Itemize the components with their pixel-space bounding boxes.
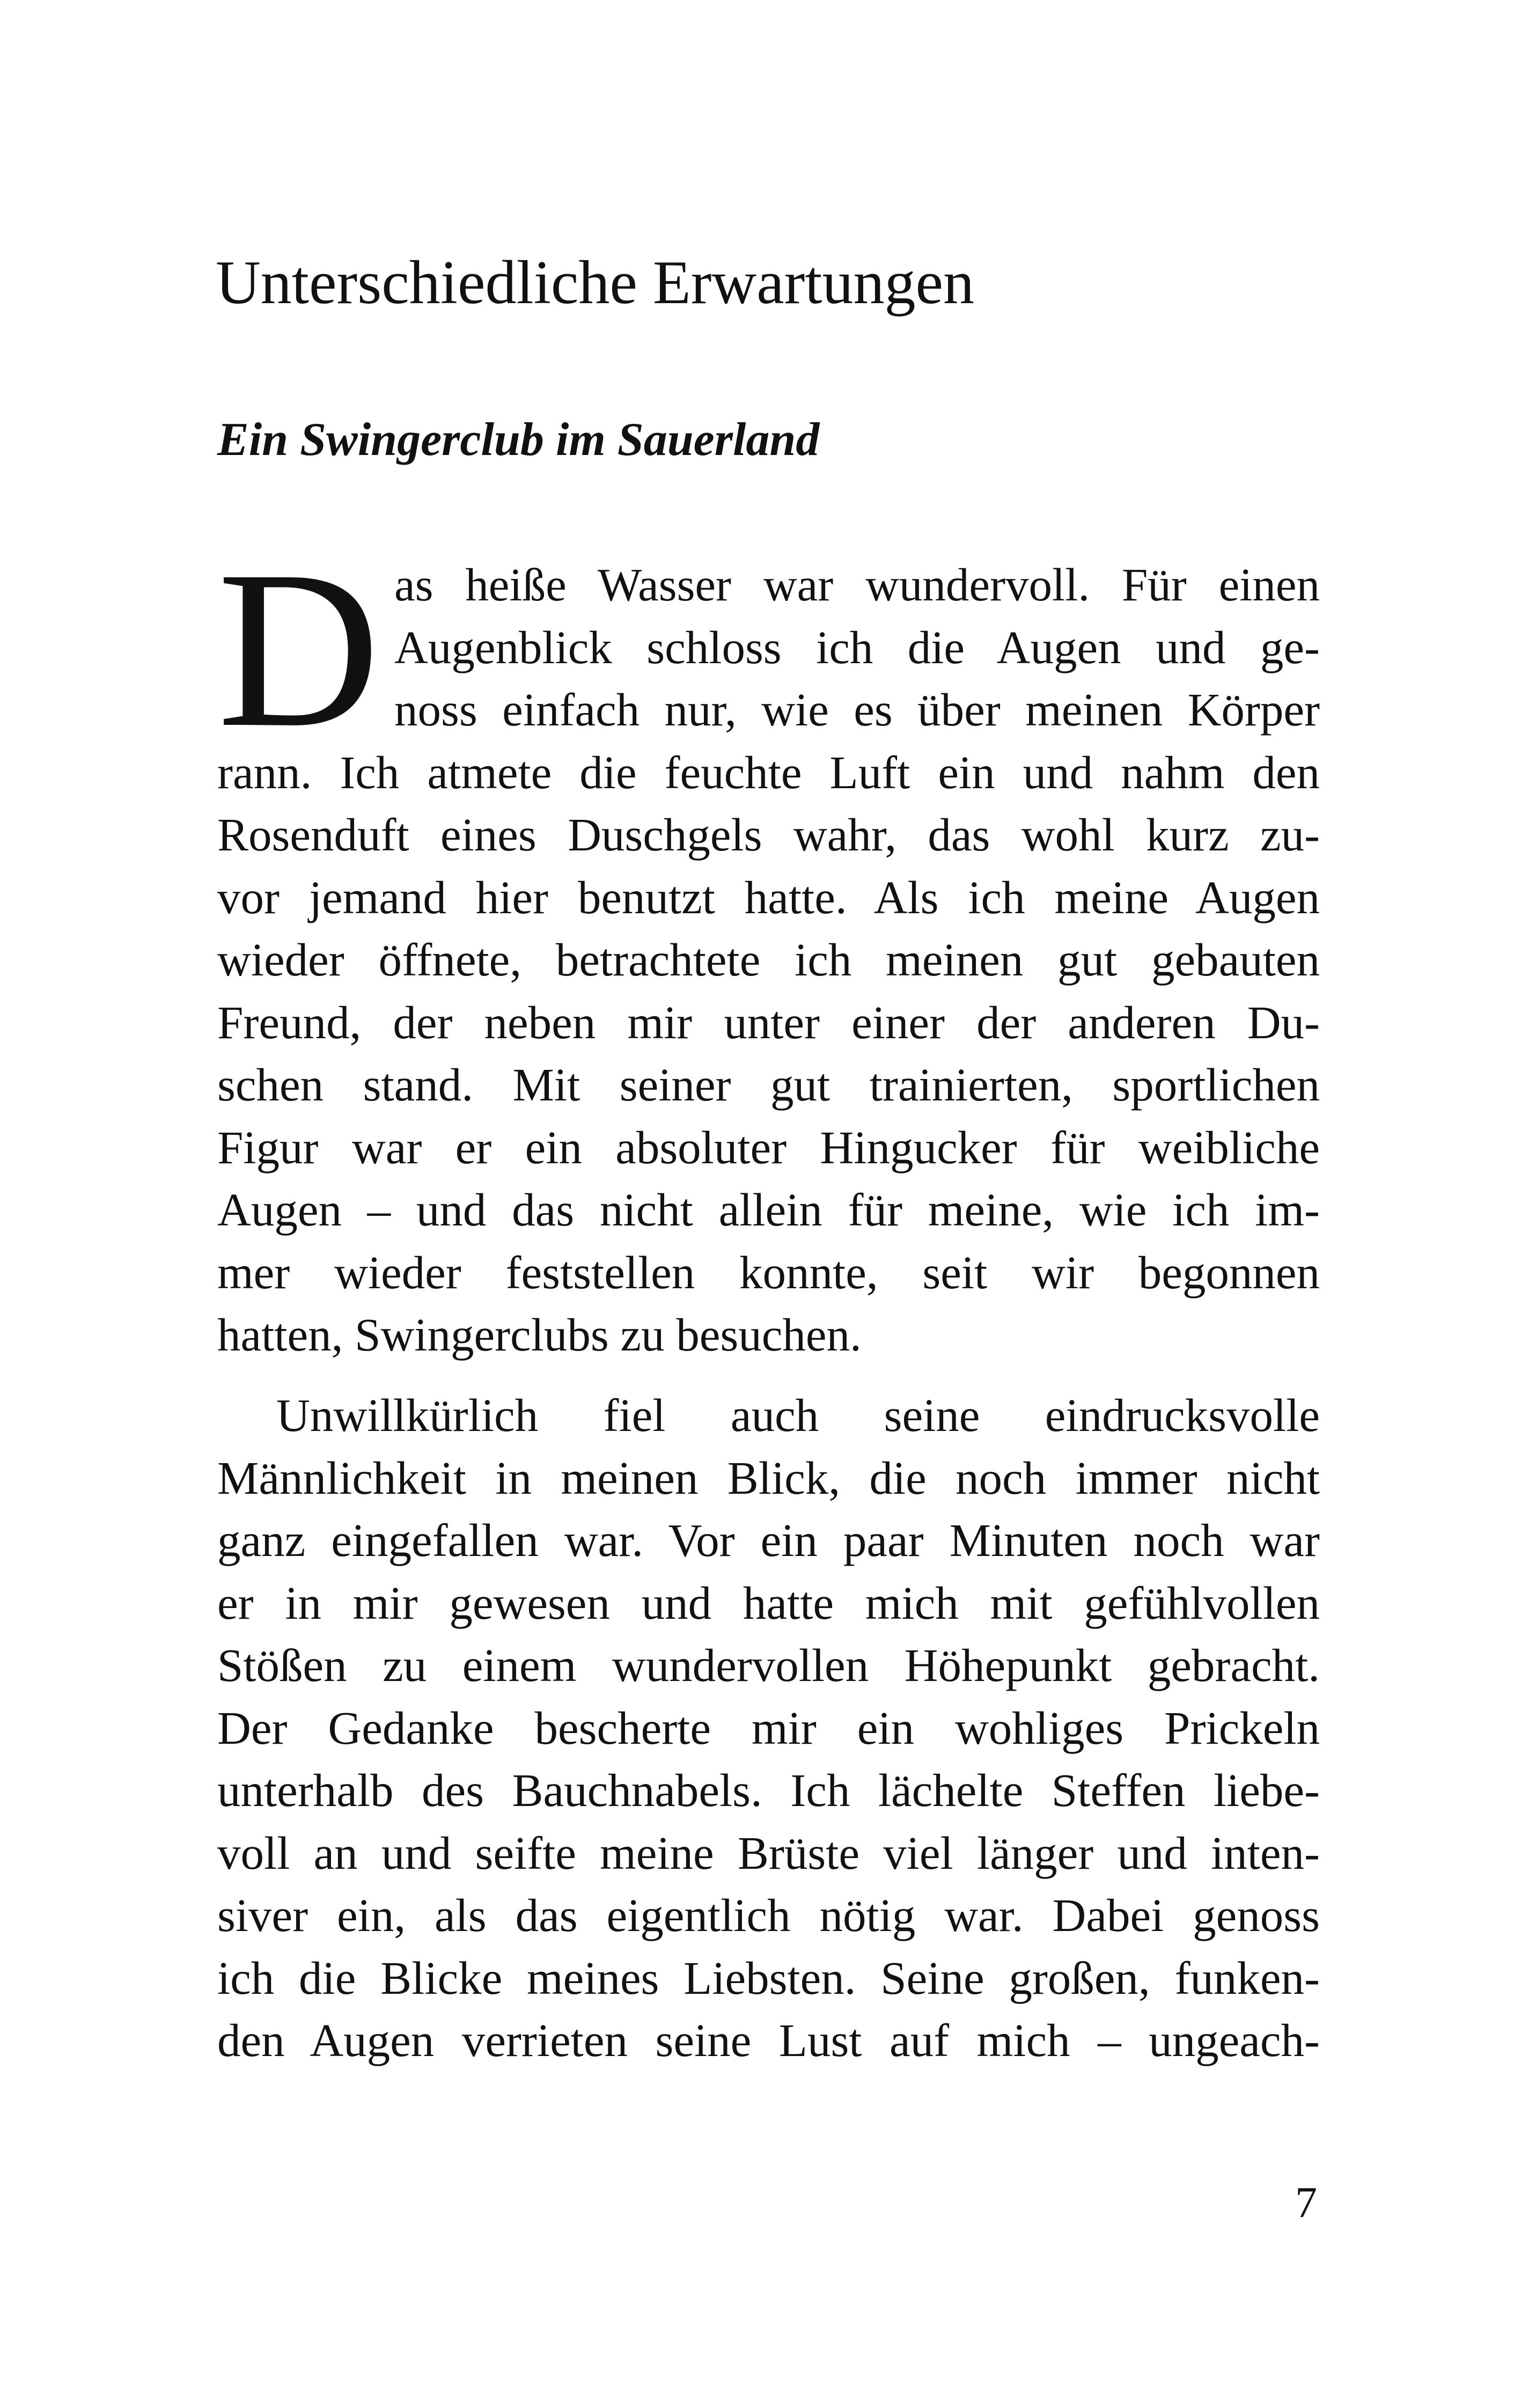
paragraph-1 (217, 524, 1320, 1367)
text-line: unterhalb des Bauchnabels. Ich lächelte Steffen liebe- (217, 1764, 1320, 1816)
text-line: Rosenduft eines Duschgels wahr, das wohl kurz zu- (217, 809, 1320, 861)
page-number: 7 (1295, 2178, 1317, 2227)
text-line: Der Gedanke bescherte mir ein wohliges Prickeln (217, 1701, 1320, 1754)
text-line: er in mir gewesen und hatte mich mit gefühlvollen (217, 1576, 1320, 1629)
text-line: Augen – und das nicht allein für meine, wie ich im- (217, 1184, 1320, 1236)
text-line: mer wieder feststellen konnte, seit wir begonnen (217, 1246, 1320, 1298)
text-line: ganz eingefallen war. Vor ein paar Minuten noch war (217, 1514, 1320, 1566)
text-line: noss einfach nur, wie es über meinen Körper (394, 684, 1320, 736)
drop-cap: D (217, 524, 380, 774)
text-line: Freund, der neben mir unter einer der anderen Du- (217, 996, 1320, 1048)
text-line: Augenblick schloss ich die Augen und ge- (394, 621, 1320, 673)
text-line: Unwillkürlich fiel auch seine eindrucksvolle (276, 1389, 1320, 1441)
text-line: voll an und seifte meine Brüste viel länger und inten- (217, 1826, 1320, 1879)
chapter-title: Unterschiedliche Erwartungen (216, 248, 974, 317)
text-line: den Augen verrieten seine Lust auf mich – ungeach- (217, 2014, 1320, 2066)
paragraph-2 (217, 1384, 1320, 2072)
text-line: ich die Blicke meines Liebsten. Seine großen, funken- (217, 1951, 1320, 2004)
text-line: as heiße Wasser war wundervoll. Für einen (394, 559, 1320, 611)
text-line: schen stand. Mit seiner gut trainierten, sportlichen (217, 1059, 1320, 1111)
text-line: Stößen zu einem wundervollen Höhepunkt gebracht. (217, 1639, 1320, 1691)
text-line: vor jemand hier benutzt hatte. Als ich meine Augen (217, 871, 1320, 923)
text-line: hatten, Swingerclubs zu besuchen. (217, 1309, 862, 1361)
text-line: Figur war er ein absoluter Hingucker für weibliche (217, 1121, 1320, 1173)
text-line: wieder öffnete, betrachtete ich meinen gut gebauten (217, 934, 1320, 986)
chapter-subtitle: Ein Swingerclub im Sauerland (217, 414, 820, 466)
text-line: siver ein, als das eigentlich nötig war. Dabei genoss (217, 1889, 1320, 1941)
text-line: Männlichkeit in meinen Blick, die noch immer nicht (217, 1451, 1320, 1504)
text-line: rann. Ich atmete die feuchte Luft ein und nahm den (217, 746, 1320, 798)
